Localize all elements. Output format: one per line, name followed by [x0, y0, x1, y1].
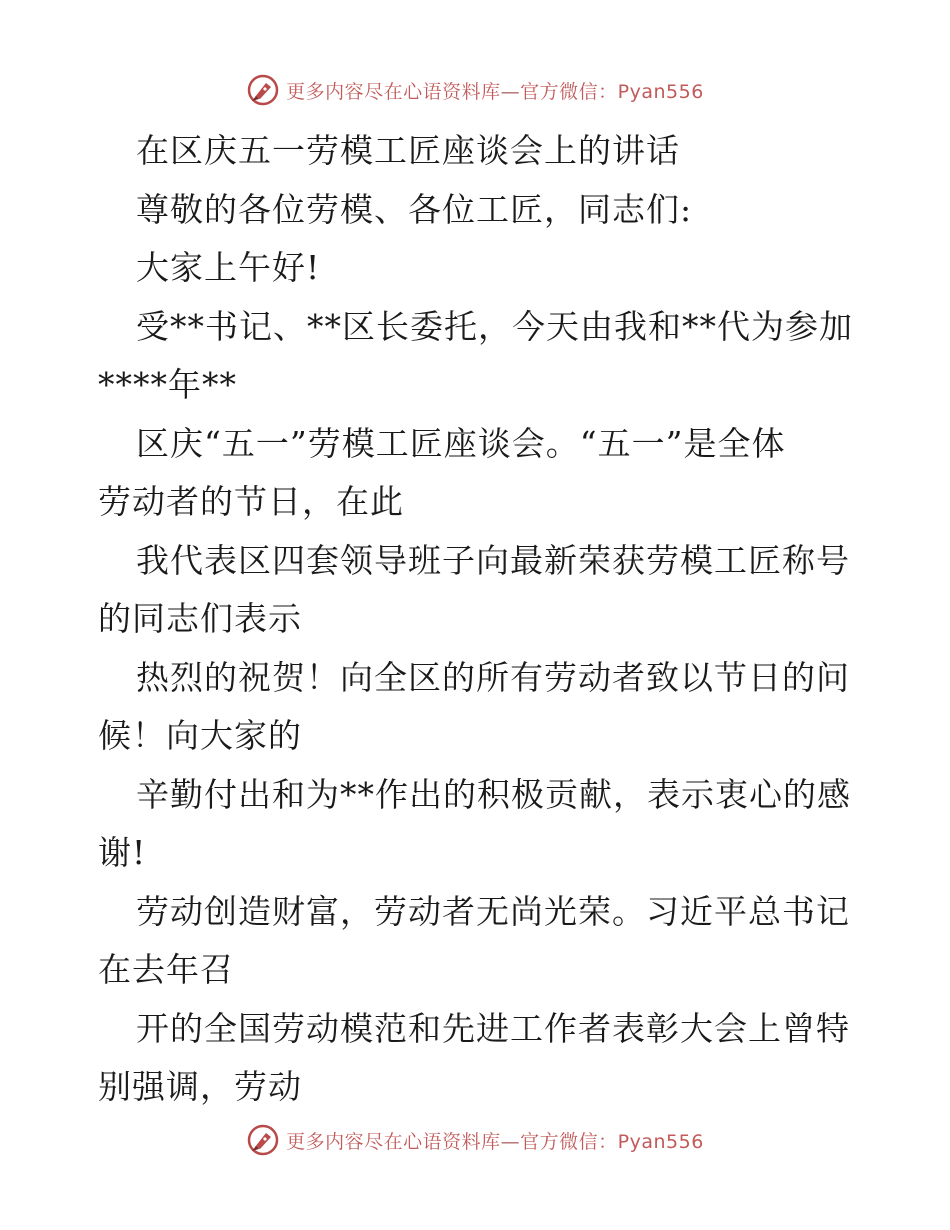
text-line: 受**书记、**区长委托，今天由我和**代为参加 [136, 306, 853, 346]
footer-watermark [0, 1120, 950, 1160]
text-line: 谢! [98, 833, 147, 872]
pen-nib-logo-icon [246, 73, 280, 107]
text-line: 劳动者的节日，在此 [98, 482, 404, 521]
header-watermark [0, 70, 950, 110]
footer-watermark-text: 更多内容尽在心语资料库—官方微信：Pyan556 [286, 1130, 704, 1153]
text-line: 辛勤付出和为**作出的积极贡献，表示衷心的感 [136, 774, 851, 814]
text-line: 在去年召 [98, 950, 234, 989]
text-line: 区庆“五一”劳模工匠座谈会。“五一”是全体 [136, 423, 786, 463]
text-line: 我代表区四套领导班子向最新荣获劳模工匠称号 [136, 540, 850, 580]
text-line: 候！向大家的 [98, 716, 302, 755]
text-line: 别强调，劳动 [98, 1067, 302, 1106]
text-line: 的同志们表示 [98, 599, 302, 638]
text-line: 热烈的祝贺！向全区的所有劳动者致以节日的问 [136, 657, 850, 697]
text-line: ****年** [98, 365, 237, 404]
text-line: 开的全国劳动模范和先进工作者表彰大会上曾特 [136, 1008, 850, 1048]
footer-watermark-inner [246, 1123, 704, 1157]
document-body [98, 122, 858, 1117]
header-watermark-text: 更多内容尽在心语资料库—官方微信：Pyan556 [286, 80, 704, 103]
text-line: 大家上午好! [136, 248, 321, 287]
text-line: 劳动创造财富，劳动者无尚光荣。习近平总书记 [136, 891, 850, 931]
pen-nib-logo-icon [246, 1123, 280, 1157]
text-line: 尊敬的各位劳模、各位工匠，同志们: [136, 189, 693, 229]
header-watermark-inner [246, 73, 704, 107]
text-line: 在区庆五一劳模工匠座谈会上的讲话 [136, 131, 680, 170]
